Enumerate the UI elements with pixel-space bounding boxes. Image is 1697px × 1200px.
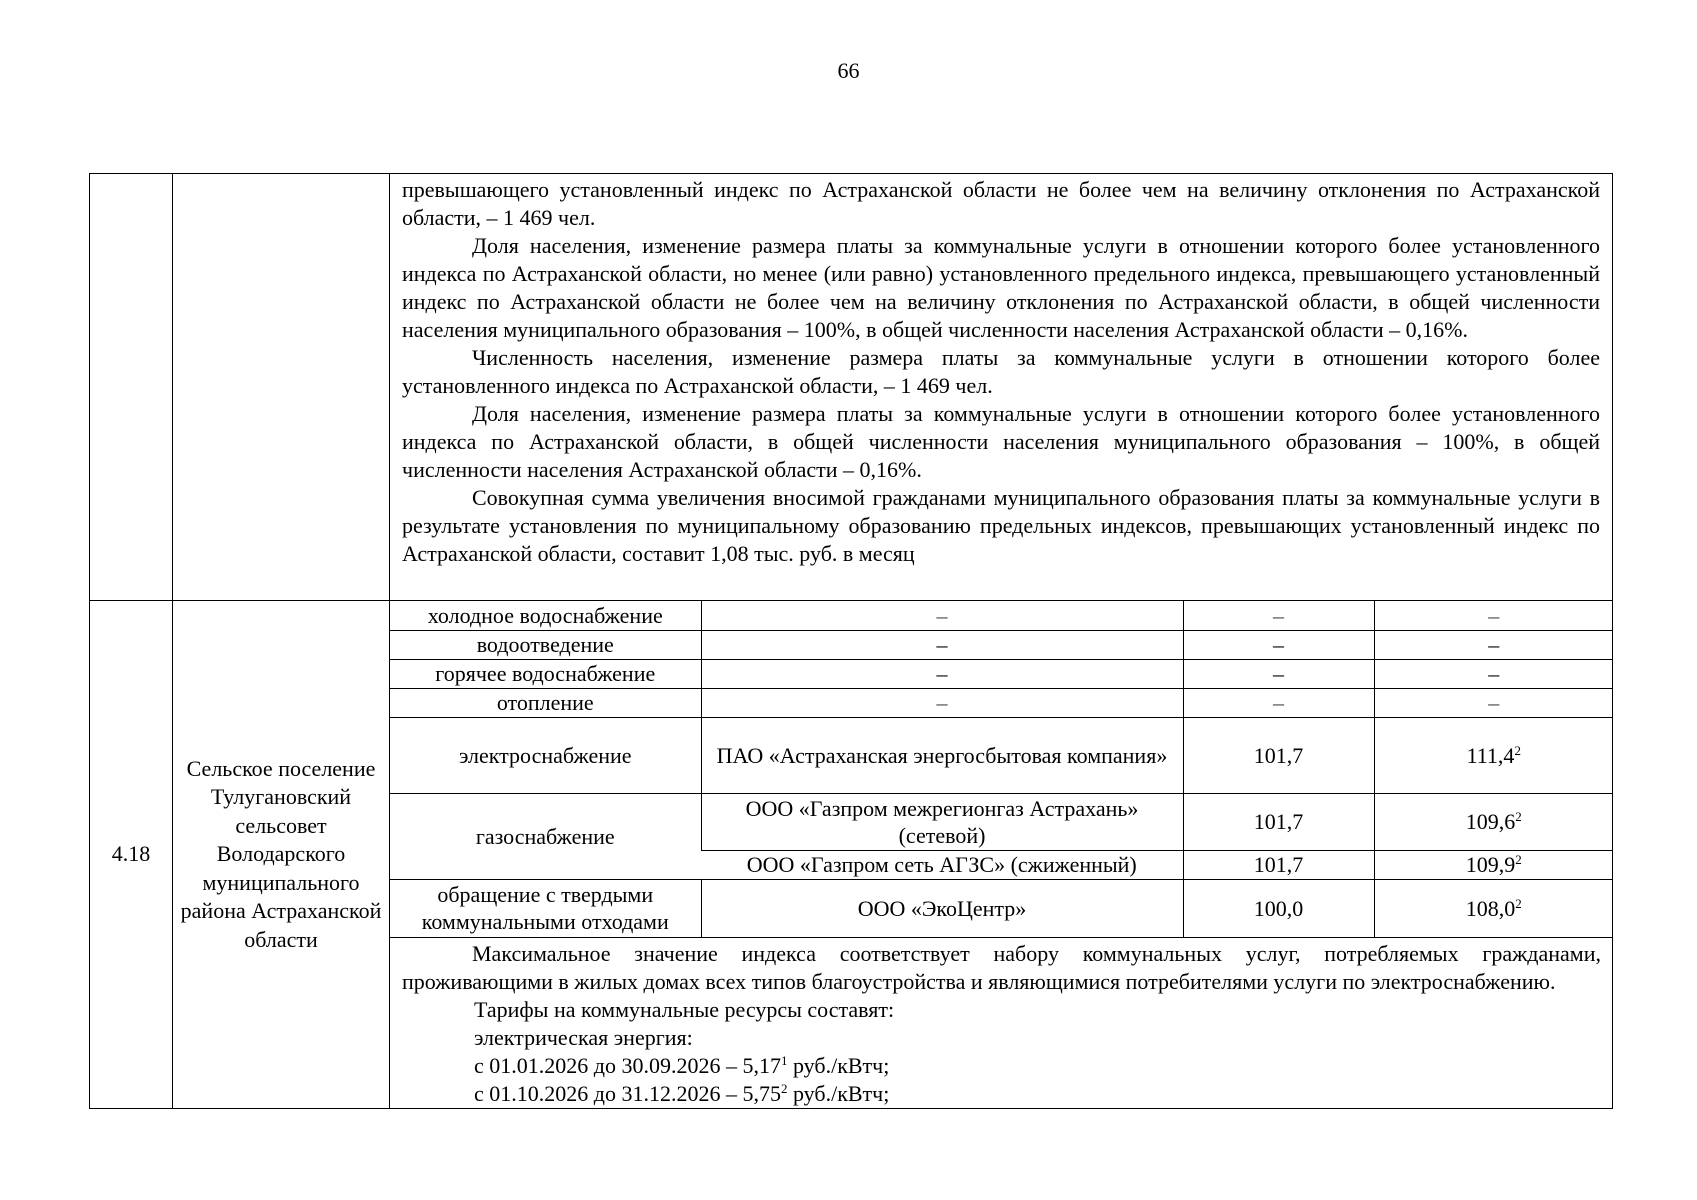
footnote-mark: 2 — [780, 1080, 788, 1096]
service-name: отопление — [390, 688, 701, 717]
tariff-line-unit: руб./кВтч; — [787, 1080, 890, 1106]
footnote-mark: 2 — [1514, 742, 1521, 758]
service-provider: – — [701, 688, 1183, 717]
service-row — [390, 688, 1613, 717]
continuation-paragraph: Численность населения, изменение размера платы за коммунальные услуги в отношении которого более установленного индекса по Астраханской области, – 1 469 чел. — [402, 345, 1600, 398]
tariffs-heading: Тарифы на коммунальные ресурсы составят: — [474, 996, 895, 1022]
service-row — [390, 793, 1613, 850]
service-max-index: – — [1374, 688, 1613, 717]
service-provider: ООО «Газпром межрегионгаз Астрахань» (сетевой) — [701, 793, 1183, 850]
service-name: обращение с твердыми коммунальными отходами — [390, 879, 701, 937]
tariff-line-text: с 01.01.2026 до 30.09.2026 – 5,17 — [474, 1052, 781, 1078]
continuation-number-cell — [90, 174, 173, 601]
service-max-index: – — [1374, 601, 1613, 630]
continuation-municipality-cell — [173, 174, 390, 601]
service-max-index — [1374, 850, 1613, 879]
service-index: – — [1183, 630, 1374, 659]
service-name: водоотведение — [390, 630, 701, 659]
continuation-paragraph: Доля населения, изменение размера платы за коммунальные услуги в отношении которого более установленного индекса по Астраханской области, но менее (или равно) установленного предельного индекса, превышающего установленный индекс по Астраханской области не более чем на величину отклонения по Астраханской области, в общей численности населения муниципального образования – 100%, в общей численности населения Астраханской области – 0,16%. — [402, 233, 1600, 342]
note-row — [390, 937, 1613, 1108]
entry-municipality: Сельское поселение Тулугановский сельсовет Володарского муниципального района Астраханской области — [173, 601, 390, 1109]
services-table — [390, 601, 1613, 1108]
note-cell — [390, 937, 1613, 1108]
tariff-table — [89, 173, 1613, 1109]
max-value: 109,9 — [1465, 852, 1516, 877]
footnote-mark: 2 — [1515, 809, 1522, 824]
service-row — [390, 659, 1613, 688]
service-max-index: – — [1374, 630, 1613, 659]
tariff-line — [402, 1052, 1601, 1080]
service-max-index — [1374, 879, 1613, 937]
service-index: 100,0 — [1183, 879, 1374, 937]
max-value: 109,6 — [1465, 809, 1516, 834]
footnote-mark: 2 — [1515, 852, 1522, 867]
tariff-line — [402, 1080, 1601, 1108]
entry-number: 4.18 — [90, 601, 173, 1109]
tariff-resource: электрическая энергия: — [474, 1024, 693, 1050]
max-value: 111,4 — [1466, 742, 1515, 768]
service-max-index — [1374, 717, 1613, 793]
footnote-mark: 1 — [780, 1052, 788, 1068]
entry-details-cell — [390, 601, 1613, 1109]
service-index: 101,7 — [1183, 717, 1374, 793]
service-index: – — [1183, 659, 1374, 688]
continuation-paragraph: Совокупная сумма увеличения вносимой гражданами муниципального образования платы за коммунальные услуги в результате установления по муниципальному образованию предельных индексов, превышающих установленный индекс по Астраханской области, составит 1,08 тыс. руб. в месяц — [402, 485, 1600, 566]
service-provider: ООО «Газпром сеть АГЗС» (сжиженный) — [701, 850, 1183, 879]
page-number: 66 — [837, 58, 860, 83]
service-max-index: – — [1374, 659, 1613, 688]
continuation-text-cell — [390, 174, 1613, 601]
note-paragraph: Максимальное значение индекса соответствует набору коммунальных услуг, потребляемых гражданами, проживающими в жилых домах всех типов благоустройства и являющимися потребителями услуги по электроснабжению. — [402, 940, 1601, 994]
continuation-paragraph: превышающего установленный индекс по Астраханской области не более чем на величину отклонения по Астраханской области, – 1 469 чел. — [402, 177, 1600, 230]
service-row — [390, 630, 1613, 659]
tariff-line-text: с 01.10.2026 до 31.12.2026 – 5,75 — [474, 1080, 781, 1106]
footnote-mark: 2 — [1515, 895, 1522, 911]
tariff-line-unit: руб./кВтч; — [787, 1052, 890, 1078]
service-index: – — [1183, 601, 1374, 630]
continuation-paragraph: Доля населения, изменение размера платы за коммунальные услуги в отношении которого более установленного индекса по Астраханской области, в общей численности населения муниципального образования – 100%, в общей численности населения Астраханской области – 0,16%. — [402, 401, 1600, 482]
service-provider: – — [701, 601, 1183, 630]
service-max-index — [1374, 793, 1613, 850]
service-name: горячее водоснабжение — [390, 659, 701, 688]
continuation-row — [90, 174, 1613, 601]
service-provider: – — [701, 630, 1183, 659]
service-name: электроснабжение — [390, 717, 701, 793]
service-provider: ООО «ЭкоЦентр» — [701, 879, 1183, 937]
service-provider: ПАО «Астраханская энергосбытовая компания» — [701, 717, 1183, 793]
entry-row — [90, 601, 1613, 1109]
service-name: холодное водоснабжение — [427, 602, 663, 628]
max-value: 108,0 — [1465, 895, 1516, 921]
service-index: 101,7 — [1183, 793, 1374, 850]
service-row — [390, 717, 1613, 793]
service-row — [390, 879, 1613, 937]
service-provider: – — [701, 659, 1183, 688]
service-index: 101,7 — [1183, 850, 1374, 879]
service-index: – — [1183, 688, 1374, 717]
service-name: газоснабжение — [390, 793, 701, 879]
service-row — [390, 601, 1613, 630]
